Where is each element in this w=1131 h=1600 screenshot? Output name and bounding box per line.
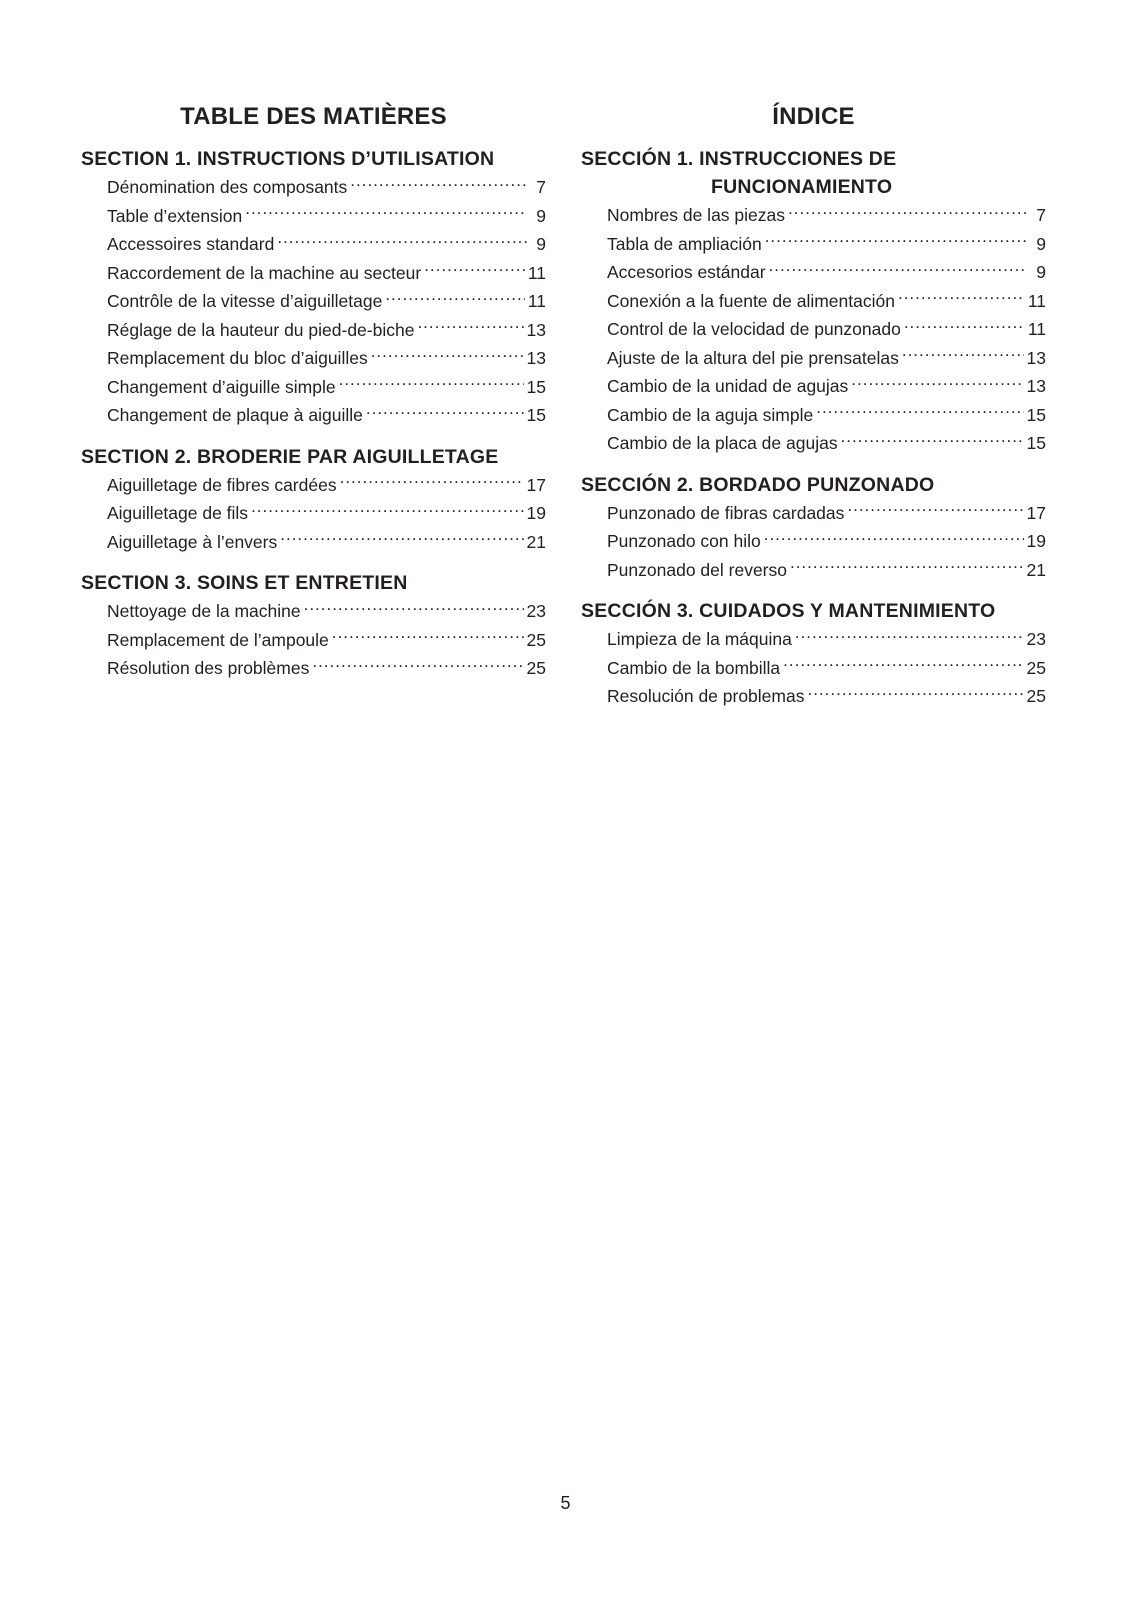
toc-entry-page: 21 — [526, 531, 546, 552]
toc-entry-page: 7 — [1036, 205, 1046, 225]
toc-entry-list — [581, 625, 1046, 711]
toc-entry[interactable] — [107, 528, 546, 557]
dot-leader — [385, 290, 525, 308]
toc-entry[interactable] — [607, 682, 1046, 711]
toc-entry-label: Aiguilletage à l’envers — [107, 531, 278, 552]
toc-entry-label: Cambio de la placa de agujas — [607, 433, 838, 453]
toc-entry-label: Accesorios estándar — [607, 262, 766, 282]
toc-entry-page: 25 — [1026, 686, 1046, 706]
toc-entry-label: Résolution des problèmes — [107, 658, 310, 678]
dot-leader — [765, 232, 1027, 250]
toc-entry-page: 9 — [1036, 233, 1046, 254]
toc-column-french — [81, 100, 546, 696]
toc-entry-page: 21 — [1026, 559, 1046, 580]
toc-entry[interactable] — [607, 201, 1046, 230]
toc-entry-page: 15 — [1026, 404, 1046, 425]
toc-entry[interactable] — [107, 626, 546, 655]
toc-entry[interactable] — [107, 373, 546, 402]
toc-section — [581, 145, 1046, 458]
toc-entry-label: Conexión a la fuente de alimentación — [607, 290, 895, 311]
toc-entry-page: 25 — [1026, 657, 1046, 678]
toc-entry[interactable] — [107, 499, 546, 528]
toc-entry[interactable] — [607, 499, 1046, 528]
toc-entry-label: Changement d’aiguille simple — [107, 376, 336, 397]
toc-entry-label: Punzonado con hilo — [607, 531, 761, 551]
toc-entry-label: Remplacement du bloc d’aiguilles — [107, 348, 368, 368]
toc-entry-label: Raccordement de la machine au secteur — [107, 262, 422, 283]
toc-entry-label: Aiguilletage de fibres cardées — [107, 474, 337, 495]
toc-entry-list — [81, 173, 546, 430]
dot-leader — [898, 289, 1025, 307]
toc-entry[interactable] — [107, 654, 546, 683]
toc-entry[interactable] — [607, 654, 1046, 683]
toc-entry-label: Nombres de las piezas — [607, 205, 785, 225]
toc-entry-page: 13 — [526, 348, 546, 368]
toc-entry-label: Réglage de la hauteur du pied-de-biche — [107, 319, 415, 340]
toc-entry[interactable] — [607, 315, 1046, 344]
toc-entry[interactable] — [107, 316, 546, 345]
toc-entry-label: Nettoyage de la machine — [107, 601, 301, 621]
toc-entry-page: 11 — [1027, 319, 1046, 339]
toc-entry-label: Accessoires standard — [107, 234, 275, 254]
toc-entry-label: Cambio de la unidad de agujas — [607, 376, 849, 396]
toc-entry-list — [581, 201, 1046, 458]
toc-entry-label: Resolución de problemas — [607, 686, 805, 706]
dot-leader — [304, 600, 524, 618]
dot-leader — [904, 318, 1025, 336]
toc-section — [581, 471, 1046, 585]
toc-entry[interactable] — [607, 372, 1046, 401]
toc-entry[interactable] — [107, 173, 546, 202]
section-heading: SECTION 1. INSTRUCTIONS D’UTILISATION — [81, 148, 495, 170]
section-heading: SECCIÓN 2. BORDADO PUNZONADO — [581, 473, 935, 496]
dot-leader — [788, 204, 1027, 222]
toc-entry-label: Table d’extension — [107, 205, 243, 226]
toc-entry-list — [581, 499, 1046, 585]
toc-entry-page: 23 — [526, 601, 546, 621]
page-number: 5 — [560, 1493, 571, 1513]
toc-section — [81, 443, 546, 557]
toc-section — [581, 597, 1046, 711]
toc-entry-label: Cambio de la aguja simple — [607, 404, 814, 425]
toc-entry[interactable] — [607, 401, 1046, 430]
dot-leader — [339, 375, 524, 393]
toc-section — [81, 569, 546, 683]
dot-leader — [424, 261, 525, 279]
toc-entry[interactable] — [107, 202, 546, 231]
toc-entry-page: 13 — [1026, 376, 1046, 396]
toc-entry-page: 19 — [1026, 531, 1046, 551]
toc-entry-page: 7 — [536, 177, 546, 197]
section-heading: SECTION 3. SOINS ET ENTRETIEN — [81, 572, 408, 594]
dot-leader — [783, 656, 1023, 674]
dot-leader — [816, 403, 1023, 421]
toc-entry[interactable] — [607, 230, 1046, 259]
toc-entry-page: 19 — [526, 503, 546, 523]
dot-leader — [371, 347, 524, 365]
dot-leader — [280, 530, 523, 548]
toc-entry-list — [81, 597, 546, 683]
toc-section — [81, 145, 546, 430]
dot-leader — [245, 204, 527, 222]
dot-leader — [790, 558, 1024, 576]
toc-entry-page: 9 — [536, 234, 546, 254]
toc-entry[interactable] — [107, 597, 546, 626]
dot-leader — [851, 375, 1023, 393]
section-heading-line2: FUNCIONAMIENTO — [711, 176, 893, 198]
toc-entry-page: 25 — [526, 629, 546, 650]
toc-entry-page: 11 — [1027, 290, 1046, 311]
toc-entry-page: 25 — [526, 658, 546, 678]
toc-entry-label: Cambio de la bombilla — [607, 657, 781, 678]
toc-entry-page: 23 — [1026, 629, 1046, 649]
dot-leader — [769, 261, 1027, 279]
toc-entry-label: Remplacement de l’ampoule — [107, 629, 329, 650]
toc-entry[interactable] — [607, 625, 1046, 654]
toc-entry[interactable] — [607, 258, 1046, 287]
toc-entry[interactable] — [107, 230, 546, 259]
toc-entry[interactable] — [107, 287, 546, 316]
toc-entry-page: 11 — [527, 291, 546, 311]
dot-leader — [902, 346, 1024, 364]
dot-leader — [340, 473, 524, 491]
section-heading-line1: SECCIÓN 1. INSTRUCCIONES DE — [581, 148, 897, 170]
toc-entry[interactable] — [607, 556, 1046, 585]
toc-entry[interactable] — [607, 287, 1046, 316]
toc-entry-page: 13 — [1026, 347, 1046, 368]
section-heading: SECCIÓN 3. CUIDADOS Y MANTENIMIENTO — [581, 600, 996, 622]
dot-leader — [251, 502, 523, 520]
dot-leader — [332, 628, 524, 646]
toc-entry-label: Control de la velocidad de punzonado — [607, 319, 901, 339]
toc-entry-page: 9 — [1036, 262, 1046, 282]
toc-entry-label: Dénomination des composants — [107, 177, 348, 197]
toc-entry-label: Aiguilletage de fils — [107, 503, 249, 523]
dot-leader — [312, 657, 523, 675]
dot-leader — [277, 233, 527, 251]
dot-leader — [366, 404, 524, 422]
toc-entry-page: 11 — [527, 262, 546, 283]
toc-entry[interactable] — [607, 429, 1046, 458]
toc-entry-page: 15 — [526, 376, 546, 397]
toc-entry-page: 13 — [526, 319, 546, 340]
toc-entry-label: Punzonado del reverso — [607, 559, 787, 580]
dot-leader — [795, 628, 1024, 646]
toc-column-spanish — [581, 100, 1046, 724]
toc-entry[interactable] — [107, 471, 546, 500]
toc-entry-label: Contrôle de la vitesse d’aiguilletage — [107, 291, 383, 311]
toc-title-french: TABLE DES MATIÈRES — [180, 103, 447, 130]
toc-entry-list — [81, 471, 546, 557]
toc-entry[interactable] — [607, 344, 1046, 373]
dot-leader — [807, 685, 1023, 703]
dot-leader — [764, 530, 1024, 548]
toc-entry-page: 17 — [1026, 502, 1046, 523]
toc-entry[interactable] — [107, 344, 546, 373]
toc-entry[interactable] — [107, 401, 546, 430]
toc-entry[interactable] — [607, 527, 1046, 556]
toc-entry-page: 17 — [526, 474, 546, 495]
toc-title-spanish: ÍNDICE — [772, 103, 855, 130]
dot-leader — [350, 176, 527, 194]
section-heading — [581, 145, 1046, 201]
toc-entry[interactable] — [107, 259, 546, 288]
toc-entry-label: Punzonado de fibras cardadas — [607, 502, 845, 523]
toc-entry-label: Changement de plaque à aiguille — [107, 405, 363, 425]
toc-entry-page: 15 — [1026, 433, 1046, 453]
toc-entry-page: 9 — [536, 205, 546, 226]
toc-entry-page: 15 — [526, 405, 546, 425]
toc-entry-label: Limpieza de la máquina — [607, 629, 792, 649]
toc-entry-label: Ajuste de la altura del pie prensatelas — [607, 347, 899, 368]
section-heading: SECTION 2. BRODERIE PAR AIGUILLETAGE — [81, 445, 499, 468]
dot-leader — [417, 318, 523, 336]
toc-entry-label: Tabla de ampliación — [607, 233, 762, 254]
dot-leader — [847, 501, 1023, 519]
dot-leader — [841, 432, 1024, 450]
